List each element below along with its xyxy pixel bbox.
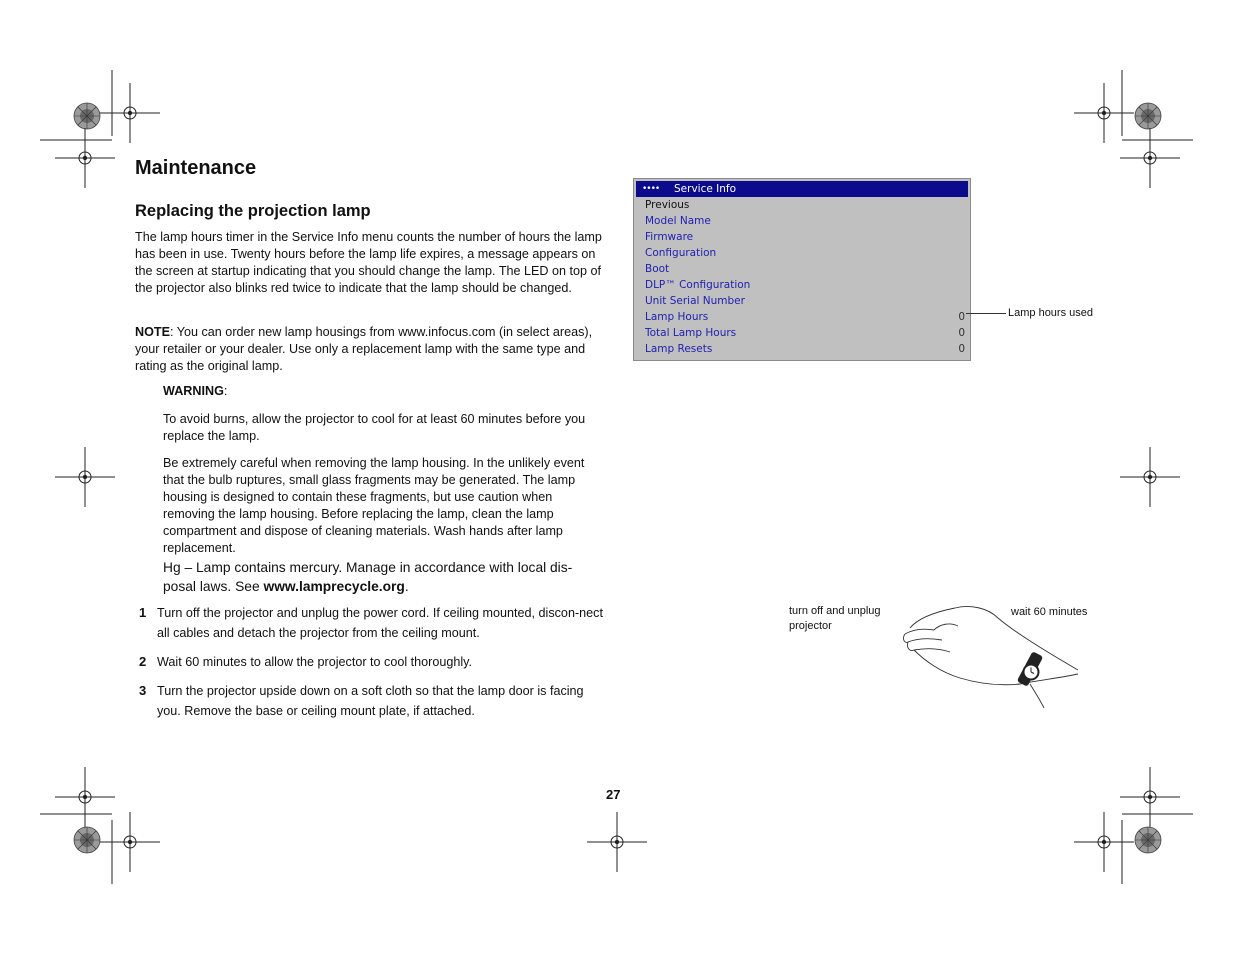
menu-item-firmware: Firmware (645, 231, 694, 243)
menu-item-boot: Boot (645, 263, 670, 275)
registration-cross-icon (100, 812, 160, 872)
registration-cross-icon (55, 447, 115, 507)
registration-cross-icon (55, 128, 115, 188)
menu-item-configuration: Configuration (645, 247, 717, 259)
step-text: Turn off the projector and unplug the power cord. If ceiling mounted, discon-nect all cables and detach the projector from the ceiling mount. (157, 606, 603, 640)
menu-item-dlp-configuration: DLP™ Configuration (645, 279, 751, 291)
menu-item-lamp-hours: Lamp Hours 0 (645, 311, 965, 323)
note-text: : You can order new lamp housings from www.infocus.com (in select areas), your retailer or your dealer. Use only a replacement lamp with the same type and rating as the original lamp. (135, 325, 593, 373)
registration-cross-icon (1120, 128, 1180, 188)
warning-glass: Be extremely careful when removing the lamp housing. In the unlikely event that the bulb ruptures, small glass fragments may be generated. The lamp housing is designed to contain these fragments, but use caution when removing the lamp housing. Before replacing the lamp, clean the lamp compartment and dispose of cleaning materials. Wash hands after lamp replacement. (163, 456, 585, 555)
note-label: NOTE (135, 325, 170, 339)
menu-title: Service Info (674, 183, 737, 195)
menu-item-unit-serial-number: Unit Serial Number (645, 295, 745, 307)
registration-sun-icon (1135, 103, 1161, 129)
lamprecycle-link[interactable]: www.lamprecycle.org (263, 579, 405, 594)
registration-sun-icon (74, 827, 100, 853)
registration-cross-icon (1120, 767, 1180, 827)
intro-paragraph: The lamp hours timer in the Service Info menu counts the number of hours the lamp has been in use. Twenty hours before the lamp life expires, a message appears on the screen at startup indicating that you should change the lamp. The LED on top of the projector also blinks red twice to indicate that the lamp should be changed. (135, 230, 602, 295)
registration-cross-icon (1074, 83, 1134, 143)
warning-heading: WARNING: (163, 384, 228, 398)
step-number: 1 (139, 605, 147, 620)
menu-dots-icon: •••• (642, 184, 660, 194)
registration-cross-icon (100, 83, 160, 143)
mercury-notice: Hg – Lamp contains mercury. Manage in accordance with local dis-posal laws. See www.lamprecycle.org. (163, 560, 573, 594)
page-title: Maintenance (135, 157, 257, 179)
callout-wait: wait 60 minutes (1011, 606, 1088, 618)
callout-lamp-hours: Lamp hours used (1008, 307, 1093, 319)
registration-sun-icon (74, 103, 100, 129)
step-text: Wait 60 minutes to allow the projector to cool thoroughly. (157, 655, 473, 669)
registration-cross-icon (1074, 812, 1134, 872)
menu-item-model-name: Model Name (645, 215, 711, 227)
step-number: 2 (139, 654, 147, 669)
step-text: Turn the projector upside down on a soft cloth so that the lamp door is facing you. Remove the base or ceiling mount plate, if attached. (157, 684, 584, 718)
page-number: 27 (606, 787, 621, 802)
menu-item-total-lamp-hours: Total Lamp Hours 0 (645, 327, 965, 339)
warning-burns: To avoid burns, allow the projector to cool for at least 60 minutes before you replace the lamp. (163, 412, 586, 443)
lamp-hours-value: 0 (958, 311, 965, 323)
step-number: 3 (139, 683, 147, 698)
registration-sun-icon (1135, 827, 1161, 853)
lamp-resets-value: 0 (958, 343, 965, 355)
menu-item-previous: Previous (645, 199, 690, 211)
callout-turn-off: turn off and unplug projector (789, 605, 881, 632)
warning-label: WARNING (163, 384, 224, 398)
registration-cross-icon (1120, 447, 1180, 507)
menu-item-lamp-resets: Lamp Resets 0 (645, 343, 965, 355)
section-heading: Replacing the projection lamp (135, 202, 371, 220)
registration-cross-icon (55, 767, 115, 827)
registration-cross-icon (587, 812, 647, 872)
total-lamp-hours-value: 0 (958, 327, 965, 339)
